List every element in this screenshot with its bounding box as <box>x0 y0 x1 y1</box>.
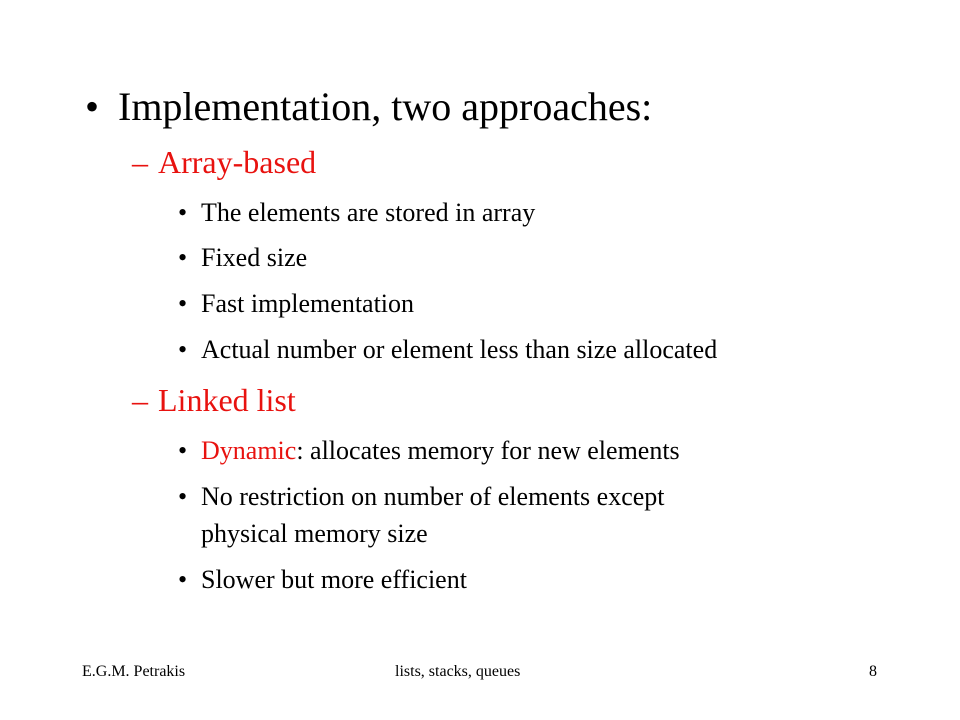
list-item: Fixed size <box>201 243 308 272</box>
list-item: The elements are stored in array <box>201 198 536 227</box>
list-item: Actual number or element less than size allocated <box>201 335 718 364</box>
list-item-bullet: • <box>178 243 188 272</box>
section-title-array: Array-based <box>158 144 317 180</box>
list-item-bullet: • <box>178 198 188 227</box>
section-dash-array: – <box>132 144 148 180</box>
list-item: Fast implementation <box>201 289 415 318</box>
section-title-linked: Linked list <box>158 382 296 418</box>
list-item-bullet: • <box>178 482 188 511</box>
list-item-text: : allocates memory for new elements <box>296 436 680 465</box>
list-item-bullet: • <box>178 436 188 465</box>
list-item-bullet: • <box>178 565 188 594</box>
heading-text: Implementation, two approaches: <box>118 84 653 129</box>
section-dash-linked: – <box>132 382 148 418</box>
list-item: Slower but more efficient <box>201 565 467 594</box>
footer-author: E.G.M. Petrakis <box>82 663 186 680</box>
list-item: No restriction on number of elements except <box>201 482 665 511</box>
footer-topic: lists, stacks, queues <box>395 663 521 680</box>
list-item-bullet: • <box>178 289 188 318</box>
list-item-continuation: physical memory size <box>201 519 428 548</box>
list-item <box>201 436 680 466</box>
list-item-bullet: • <box>178 335 188 364</box>
highlight-term: Dynamic <box>201 436 297 465</box>
heading-bullet: • <box>85 84 100 129</box>
footer-page-number: 8 <box>869 663 877 680</box>
